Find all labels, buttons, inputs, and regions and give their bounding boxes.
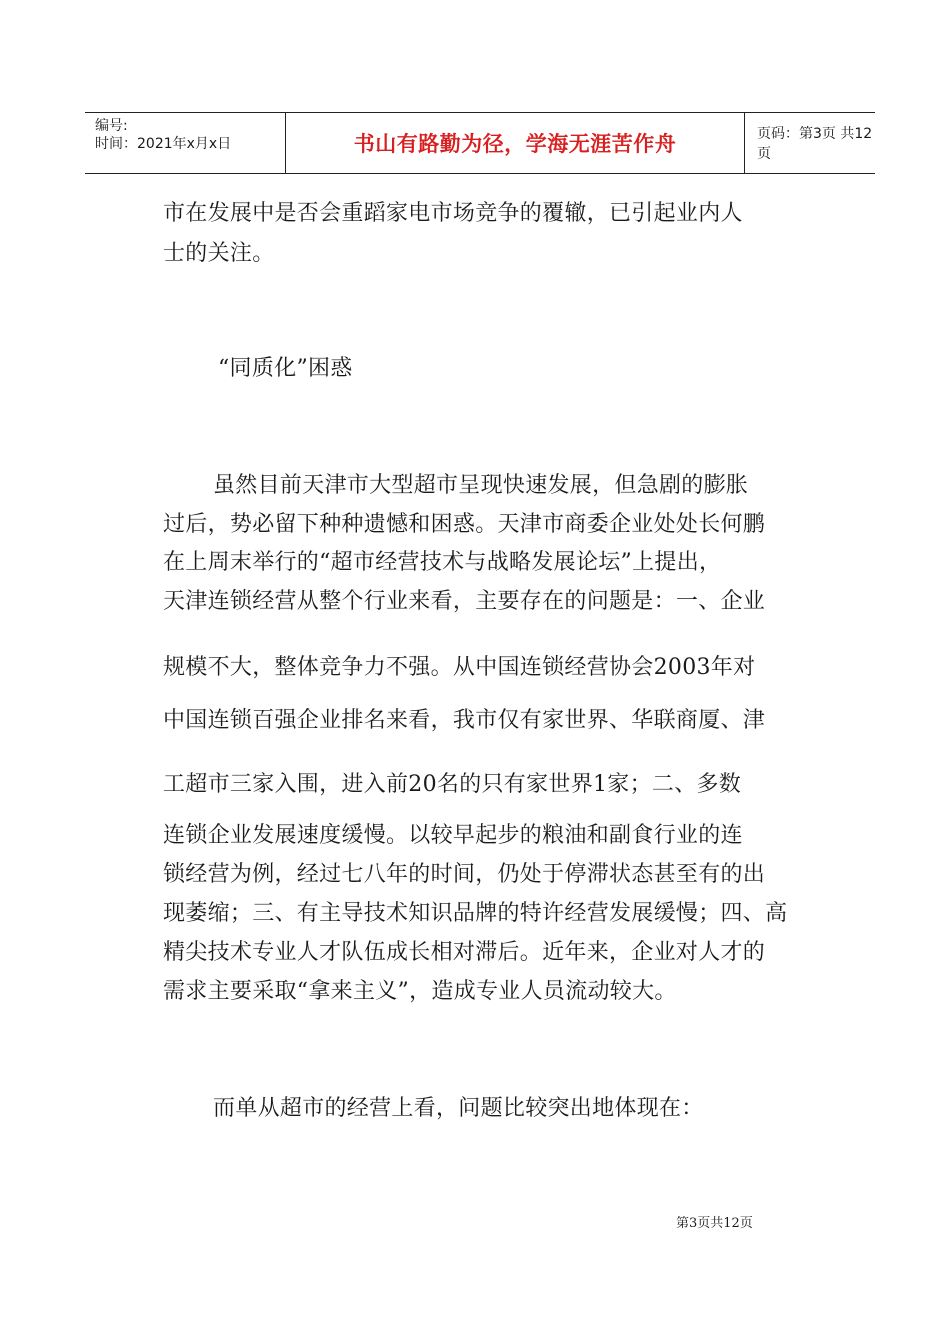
page-header [85, 112, 875, 174]
header-meta [95, 117, 231, 153]
body-line: 锁经营为例，经过七八年的时间，仍处于停滞状态甚至有的出 [163, 862, 766, 887]
page-footer: 第3页共12页 [676, 1216, 753, 1231]
body-line: 规模不大，整体竞争力不强。从中国连锁经营协会2003年对 [163, 655, 756, 680]
header-motto: 书山有路勤为径，学海无涯苦作舟 [285, 113, 745, 173]
body-line: 中国连锁百强企业排名来看，我市仅有家世界、华联商厦、津 [163, 708, 766, 733]
body-line: 市在发展中是否会重蹈家电市场竞争的覆辙，已引起业内人 [163, 201, 743, 226]
header-page-label: 页码：第3页 共12页 [757, 126, 873, 162]
body-line: 虽然目前天津市大型超市呈现快速发展，但急剧的膨胀 [213, 473, 749, 498]
body-line: 现萎缩；三、有主导技术知识品牌的特许经营发展缓慢；四、高 [163, 901, 788, 926]
body-line: 在上周末举行的“超市经营技术与战略发展论坛”上提出， [163, 550, 722, 575]
body-line: 连锁企业发展速度缓慢。以较早起步的粮油和副食行业的连 [163, 823, 743, 848]
body-line: 精尖技术专业人才队伍成长相对滞后。近年来，企业对人才的 [163, 940, 766, 965]
body-line: 士的关注。 [163, 241, 275, 266]
body-line: 需求主要采取“拿来主义”，造成专业人员流动较大。 [163, 979, 677, 1004]
number-label: 编号: [95, 118, 128, 134]
body-line: 天津连锁经营从整个行业来看，主要存在的问题是：一、企业 [163, 589, 766, 614]
time-label: 时间：2021年x月x日 [95, 136, 232, 152]
body-line: 而单从超市的经营上看，问题比较突出地体现在： [213, 1096, 704, 1121]
section-heading: “同质化”困惑 [218, 356, 353, 381]
body-line: 工超市三家入围，进入前20名的只有家世界1家；二、多数 [163, 772, 742, 797]
body-line: 过后，势必留下种种遗憾和困惑。天津市商委企业处处长何鹏 [163, 512, 766, 537]
